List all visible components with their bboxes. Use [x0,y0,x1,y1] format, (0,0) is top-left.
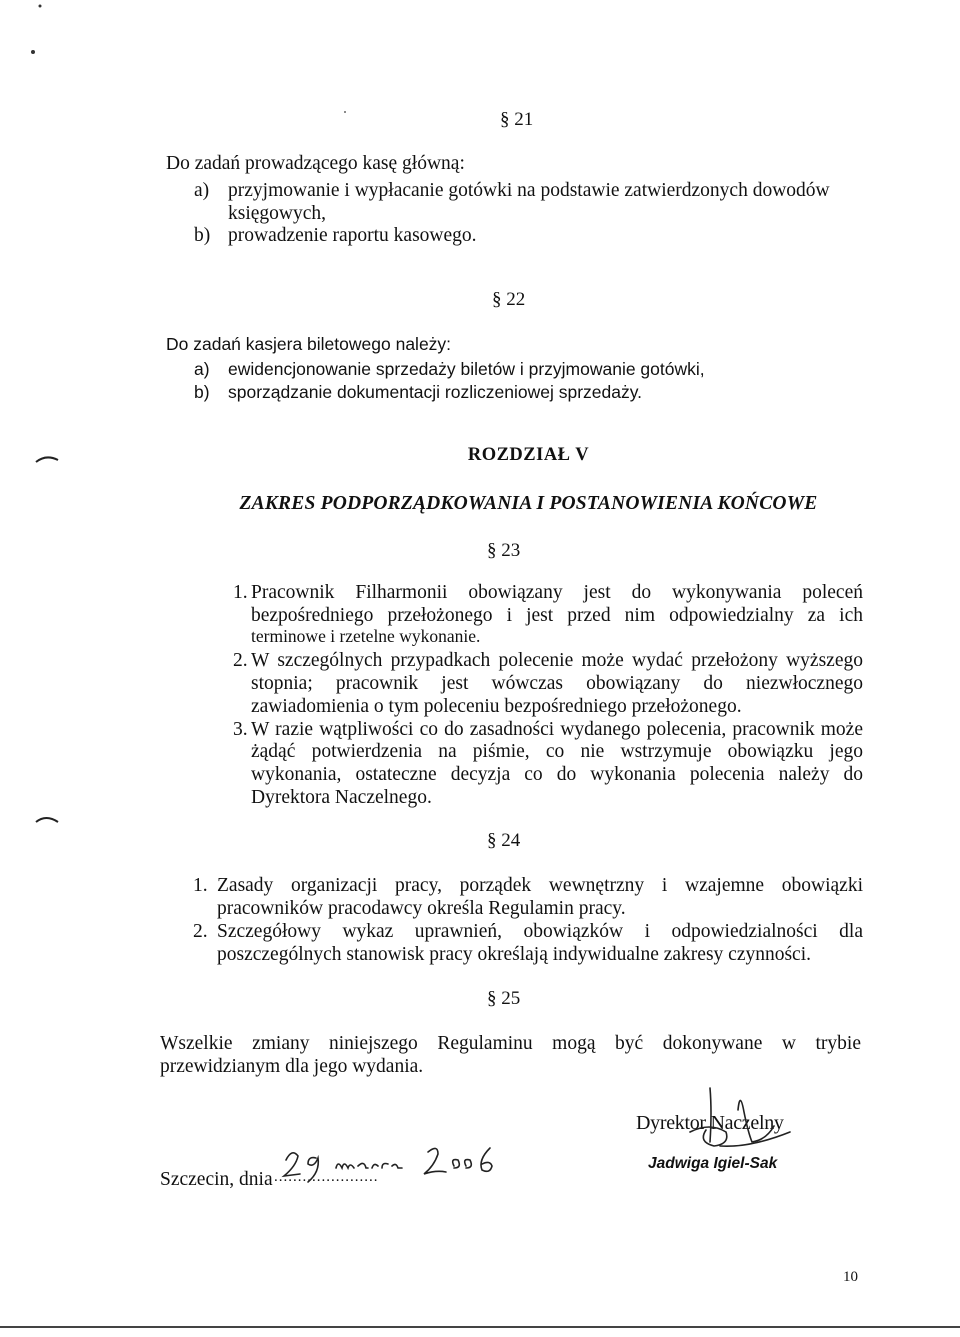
list-marker: 1. [233,582,248,603]
list-item-text: prowadzenie raportu kasowego. [228,225,477,246]
list-item-line: zawiadomienia o tym poleceniu bezpośredniego przełożonego. [251,696,742,717]
list-marker: 3. [233,719,248,740]
place-date-label: Szczecin, dnia [160,1169,273,1190]
list-item-text: ewidencjonowanie sprzedaży biletów i przyjmowanie gotówki, [228,359,705,379]
handwritten-date [278,1138,518,1188]
list-marker: a) [194,359,210,379]
list-item-text: sporządzanie dokumentacji rozliczeniowej sprzedaży. [228,382,643,402]
page-number: 10 [843,1269,858,1285]
list-item-line: Dyrektora Naczelnego. [251,787,432,808]
list-item-line: W szczególnych przypadkach polecenie może wydać przełożony wyższego [251,650,863,671]
chapter-title: ROZDZIAŁ V [467,445,590,465]
list-marker: 1. [193,875,208,896]
list-item-line: wykonania, ostateczne decyzja co do wykonania polecenia należy do [251,764,863,785]
list-marker: b) [194,382,210,402]
stamp-title: Dyrektor Naczelny [636,1112,784,1134]
list-item-line: Zasady organizacji pracy, porządek wewnętrzny i wzajemne obowiązki [217,875,863,896]
list-item-line: poszczególnych stanowisk pracy określają indywidualne zakresy czynności. [217,944,812,965]
list-marker: b) [194,225,211,246]
list-marker: a) [194,180,210,201]
list-item-line: stopnia; pracownik jest wówczas obowiązany do niezwłocznego [251,673,863,694]
section-heading-21: § 21 [500,109,534,130]
paragraph-line: przewidzianym dla jego wydania. [160,1056,424,1077]
chapter-subtitle: ZAKRES PODPORZĄDKOWANIA I POSTANOWIENIA KOŃCOWE [239,493,818,514]
stamp-name: Jadwiga Igiel-Sak [648,1155,778,1172]
list-marker: 2. [193,921,208,942]
section-heading-24: § 24 [487,830,521,851]
list-item-line: Pracownik Filharmonii obowiązany jest do wykonywania poleceń [251,582,863,603]
list-item-line: pracowników pracodawcy określa Regulamin pracy. [217,898,626,919]
list-item-line: bezpośredniego przełożonego i jest przed nim odpowiedzialny za ich [251,605,863,626]
list-item-line: terminowe i rzetelne wykonanie. [251,626,481,646]
paragraph-line: Wszelkie zmiany niniejszego Regulaminu mogą być dokonywane w trybie [160,1033,861,1054]
section-heading-23: § 23 [487,540,521,561]
list-marker: 2. [233,650,248,671]
handwritten-signature [680,1082,810,1162]
list-item-continuation: księgowych, [228,203,327,224]
section-22-intro: Do zadań kasjera biletowego należy: [166,334,452,354]
list-item-line: W razie wątpliwości co do zasadności wydanego polecenia, pracownik może [251,719,863,740]
section-heading-25: § 25 [487,988,521,1009]
section-21-intro: Do zadań prowadzącego kasę główną: [166,153,465,174]
scan-bottom-edge [0,1326,960,1328]
list-item-line: Szczegółowy wykaz uprawnień, obowiązków i odpowiedzialności dla [217,921,863,942]
date-dotted-line: ...................... [274,1169,379,1185]
list-item-text: przyjmowanie i wypłacanie gotówki na podstawie zatwierdzonych dowodów [228,180,830,201]
list-item-line: żądąć potwierdzenia na piśmie, co nie wstrzymuje obowiązku jego [251,741,863,762]
section-heading-22: § 22 [492,289,526,310]
